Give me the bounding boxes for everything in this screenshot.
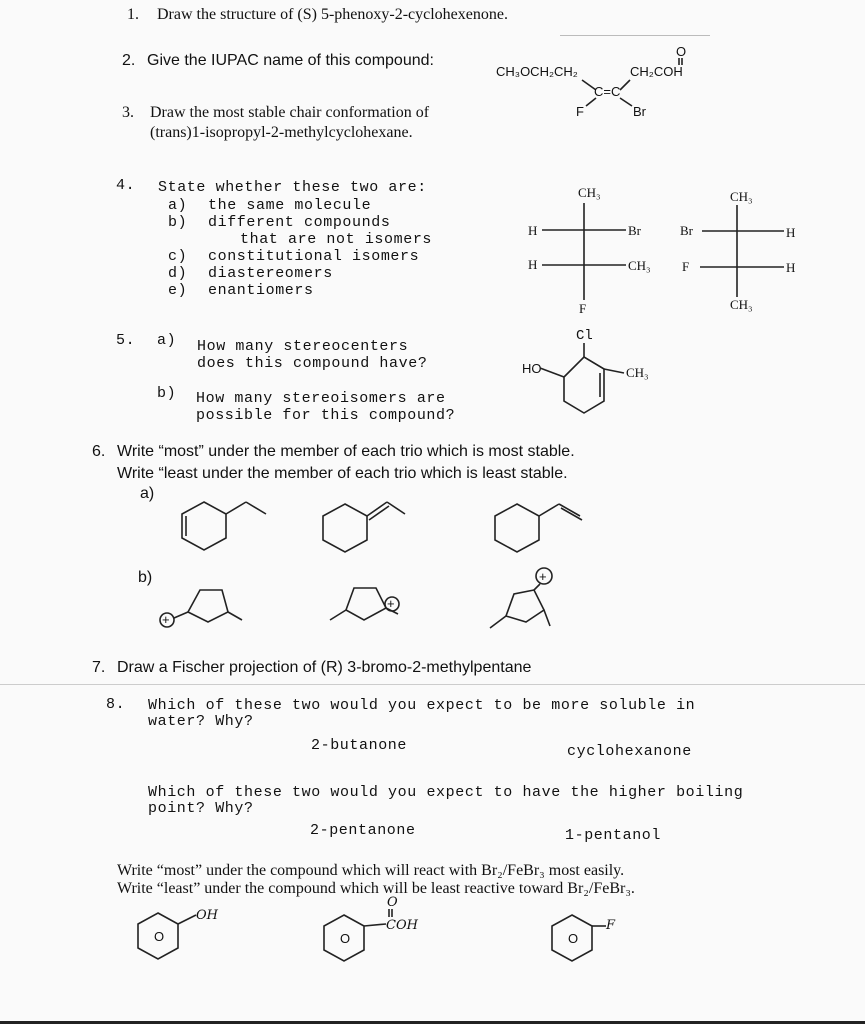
question-6a-label: a)	[140, 485, 155, 502]
f2-bottom: CH₃	[730, 297, 753, 312]
q2-bond-right	[620, 80, 630, 90]
q5-ch3-bond	[604, 369, 624, 373]
question-9-line-2: Write “least” under the compound which will be least reactive toward Br₂/FeBr₃.	[117, 880, 635, 897]
compound-1-pentanol: 1-pentanol	[565, 827, 662, 844]
question-8-part-2	[148, 785, 743, 817]
q6a-chain-3c	[561, 508, 582, 520]
compound-cyclohexanone: cyclohexanone	[567, 743, 692, 760]
question-7-text: Draw a Fischer projection of (R) 3-bromo-2-methylpentane	[117, 659, 532, 676]
q6b-charge-2: +	[387, 596, 395, 611]
q6b-structures	[150, 560, 590, 640]
q6b-charge-3: +	[539, 569, 547, 584]
q2-right-group: CH₂COH	[630, 64, 683, 79]
question-6-line-2: Write “least under the member of each trio which is least stable.	[117, 465, 568, 482]
q2-bond-br	[620, 98, 632, 106]
question-8-p1-line-1: Which of these two would you expect to be more soluble in	[148, 697, 696, 714]
q6a-ring-3	[495, 504, 539, 552]
question-5b-text	[196, 390, 455, 424]
q5-cyclohexene-structure	[520, 325, 690, 425]
f1-r1-right: Br	[628, 223, 641, 238]
q9-sub-oh: OH	[196, 908, 218, 923]
q6a-chain-3a	[539, 504, 559, 516]
question-5-number: 5.	[116, 332, 136, 349]
f1-top: CH₃	[578, 185, 601, 200]
q5-ho-label: HO	[522, 361, 542, 376]
q6b-ring-2	[346, 588, 386, 620]
question-1-text: Draw the structure of (S) 5-phenoxy-2-cyclohexenone.	[157, 6, 508, 23]
q2-alkene-structure	[490, 40, 710, 120]
q6a-ring-2	[323, 504, 367, 552]
q9-ring-2-label: O	[340, 931, 351, 946]
question-4-text: State whether these two are:	[158, 179, 427, 196]
option-a: a) the same molecule	[168, 197, 372, 214]
question-6b-label: b)	[138, 569, 153, 586]
q6b-bond-3	[490, 616, 506, 628]
question-4-options	[168, 197, 432, 299]
q9-ring-1-label: O	[154, 929, 165, 944]
question-8-number: 8.	[106, 696, 126, 713]
q2-bond-f	[586, 98, 596, 106]
f1-bottom: F	[579, 301, 587, 316]
q6b-methyl-1	[228, 612, 242, 620]
question-1-number: 1.	[127, 6, 139, 23]
q5-ch3-label: CH₃	[626, 365, 649, 380]
question-6-line-1: Write “most” under the member of each trio which is most stable.	[117, 443, 575, 460]
q2-f-substituent: F	[576, 104, 584, 119]
f2-r1-left: Br	[680, 223, 693, 238]
q2-carbonyl-oxygen: O	[676, 44, 687, 59]
q2-br-substituent: Br	[633, 104, 646, 119]
q6a-chain-1b	[246, 502, 266, 514]
q9-bond-2	[364, 924, 386, 926]
f2-r1-right: H	[786, 225, 796, 240]
compound-2-pentanone: 2-pentanone	[310, 822, 416, 839]
q6b-ring-3	[506, 590, 544, 622]
question-6-number: 6.	[92, 443, 106, 460]
q6b-charge-1: +	[162, 612, 170, 627]
question-5b-line-1: How many stereoisomers are	[196, 390, 446, 407]
question-5a-line-1: How many stereocenters	[197, 338, 409, 355]
question-8-part-1	[148, 698, 695, 730]
option-b: b) different compounds	[168, 214, 391, 231]
q6b-ring-1	[188, 590, 228, 622]
option-e: e) enantiomers	[168, 282, 314, 299]
question-3-line-1: Draw the most stable chair conformation of	[150, 104, 430, 121]
question-2-number: 2.	[122, 52, 136, 69]
q6a-structures	[170, 490, 610, 560]
q6b-bond-2	[330, 610, 346, 620]
q6a-chain-2c	[387, 502, 405, 514]
divider	[560, 35, 710, 36]
question-5a-letter: a)	[157, 332, 177, 349]
question-2-text: Give the IUPAC name of this compound:	[147, 52, 434, 69]
question-7-number: 7.	[92, 659, 106, 676]
q6b-charge-bond-3	[534, 584, 540, 590]
question-5a-text	[197, 338, 427, 372]
q6a-ring-1	[182, 502, 226, 550]
q6b-bond-1	[174, 612, 188, 618]
q5-cl-carbon	[584, 357, 604, 369]
question-8-p2-line-2: point? Why?	[148, 800, 254, 817]
question-5b-letter: b)	[157, 385, 177, 402]
q9-sub-f: F	[606, 918, 616, 933]
f1-r2-left: H	[528, 257, 538, 272]
question-8-p2-line-1: Which of these two would you expect to have the higher boiling	[148, 784, 744, 801]
question-8-p1-line-2: water? Why?	[148, 713, 254, 730]
q9-ring-3-label: O	[568, 931, 579, 946]
f1-r1-left: H	[528, 223, 538, 238]
f1-r2-right: CH₃	[628, 258, 651, 273]
f2-r2-left: F	[682, 259, 690, 274]
f2-r2-right: H	[786, 260, 796, 275]
q2-left-group: CH₃OCH₂CH₂	[496, 64, 578, 79]
f2-top: CH₃	[730, 189, 753, 204]
compound-2-butanone: 2-butanone	[311, 737, 408, 754]
q5-ho-bond	[540, 368, 564, 377]
q6a-chain-3b	[559, 504, 580, 516]
question-4-number: 4.	[116, 177, 136, 194]
fischer-projection-1	[520, 185, 670, 315]
divider-q7	[0, 684, 865, 685]
question-3-number: 3.	[122, 104, 134, 121]
q6b-methyl-3	[544, 610, 550, 626]
question-5a-line-2: does this compound have?	[197, 355, 428, 372]
fischer-projection-2	[680, 185, 810, 315]
option-d: d) diastereomers	[168, 265, 333, 282]
question-3-line-2: (trans)1-isopropyl-2-methylcyclohexane.	[150, 124, 413, 141]
q9-benzene-structures	[130, 895, 650, 975]
q2-center: C=C	[594, 84, 621, 99]
question-5b-line-2: possible for this compound?	[196, 407, 456, 424]
option-c: c) constitutional isomers	[168, 248, 420, 265]
q6a-chain-1a	[226, 502, 246, 514]
option-b-cont: that are not isomers	[240, 231, 433, 248]
q9-sub-cooh: COH	[386, 918, 418, 933]
q9-sub-o: O	[387, 895, 398, 910]
question-9-line-1: Write “most” under the compound which will react with Br₂/FeBr₃ most easily.	[117, 862, 625, 879]
q5-cl-label: Cl	[576, 328, 593, 344]
q9-bond-1	[178, 915, 196, 924]
